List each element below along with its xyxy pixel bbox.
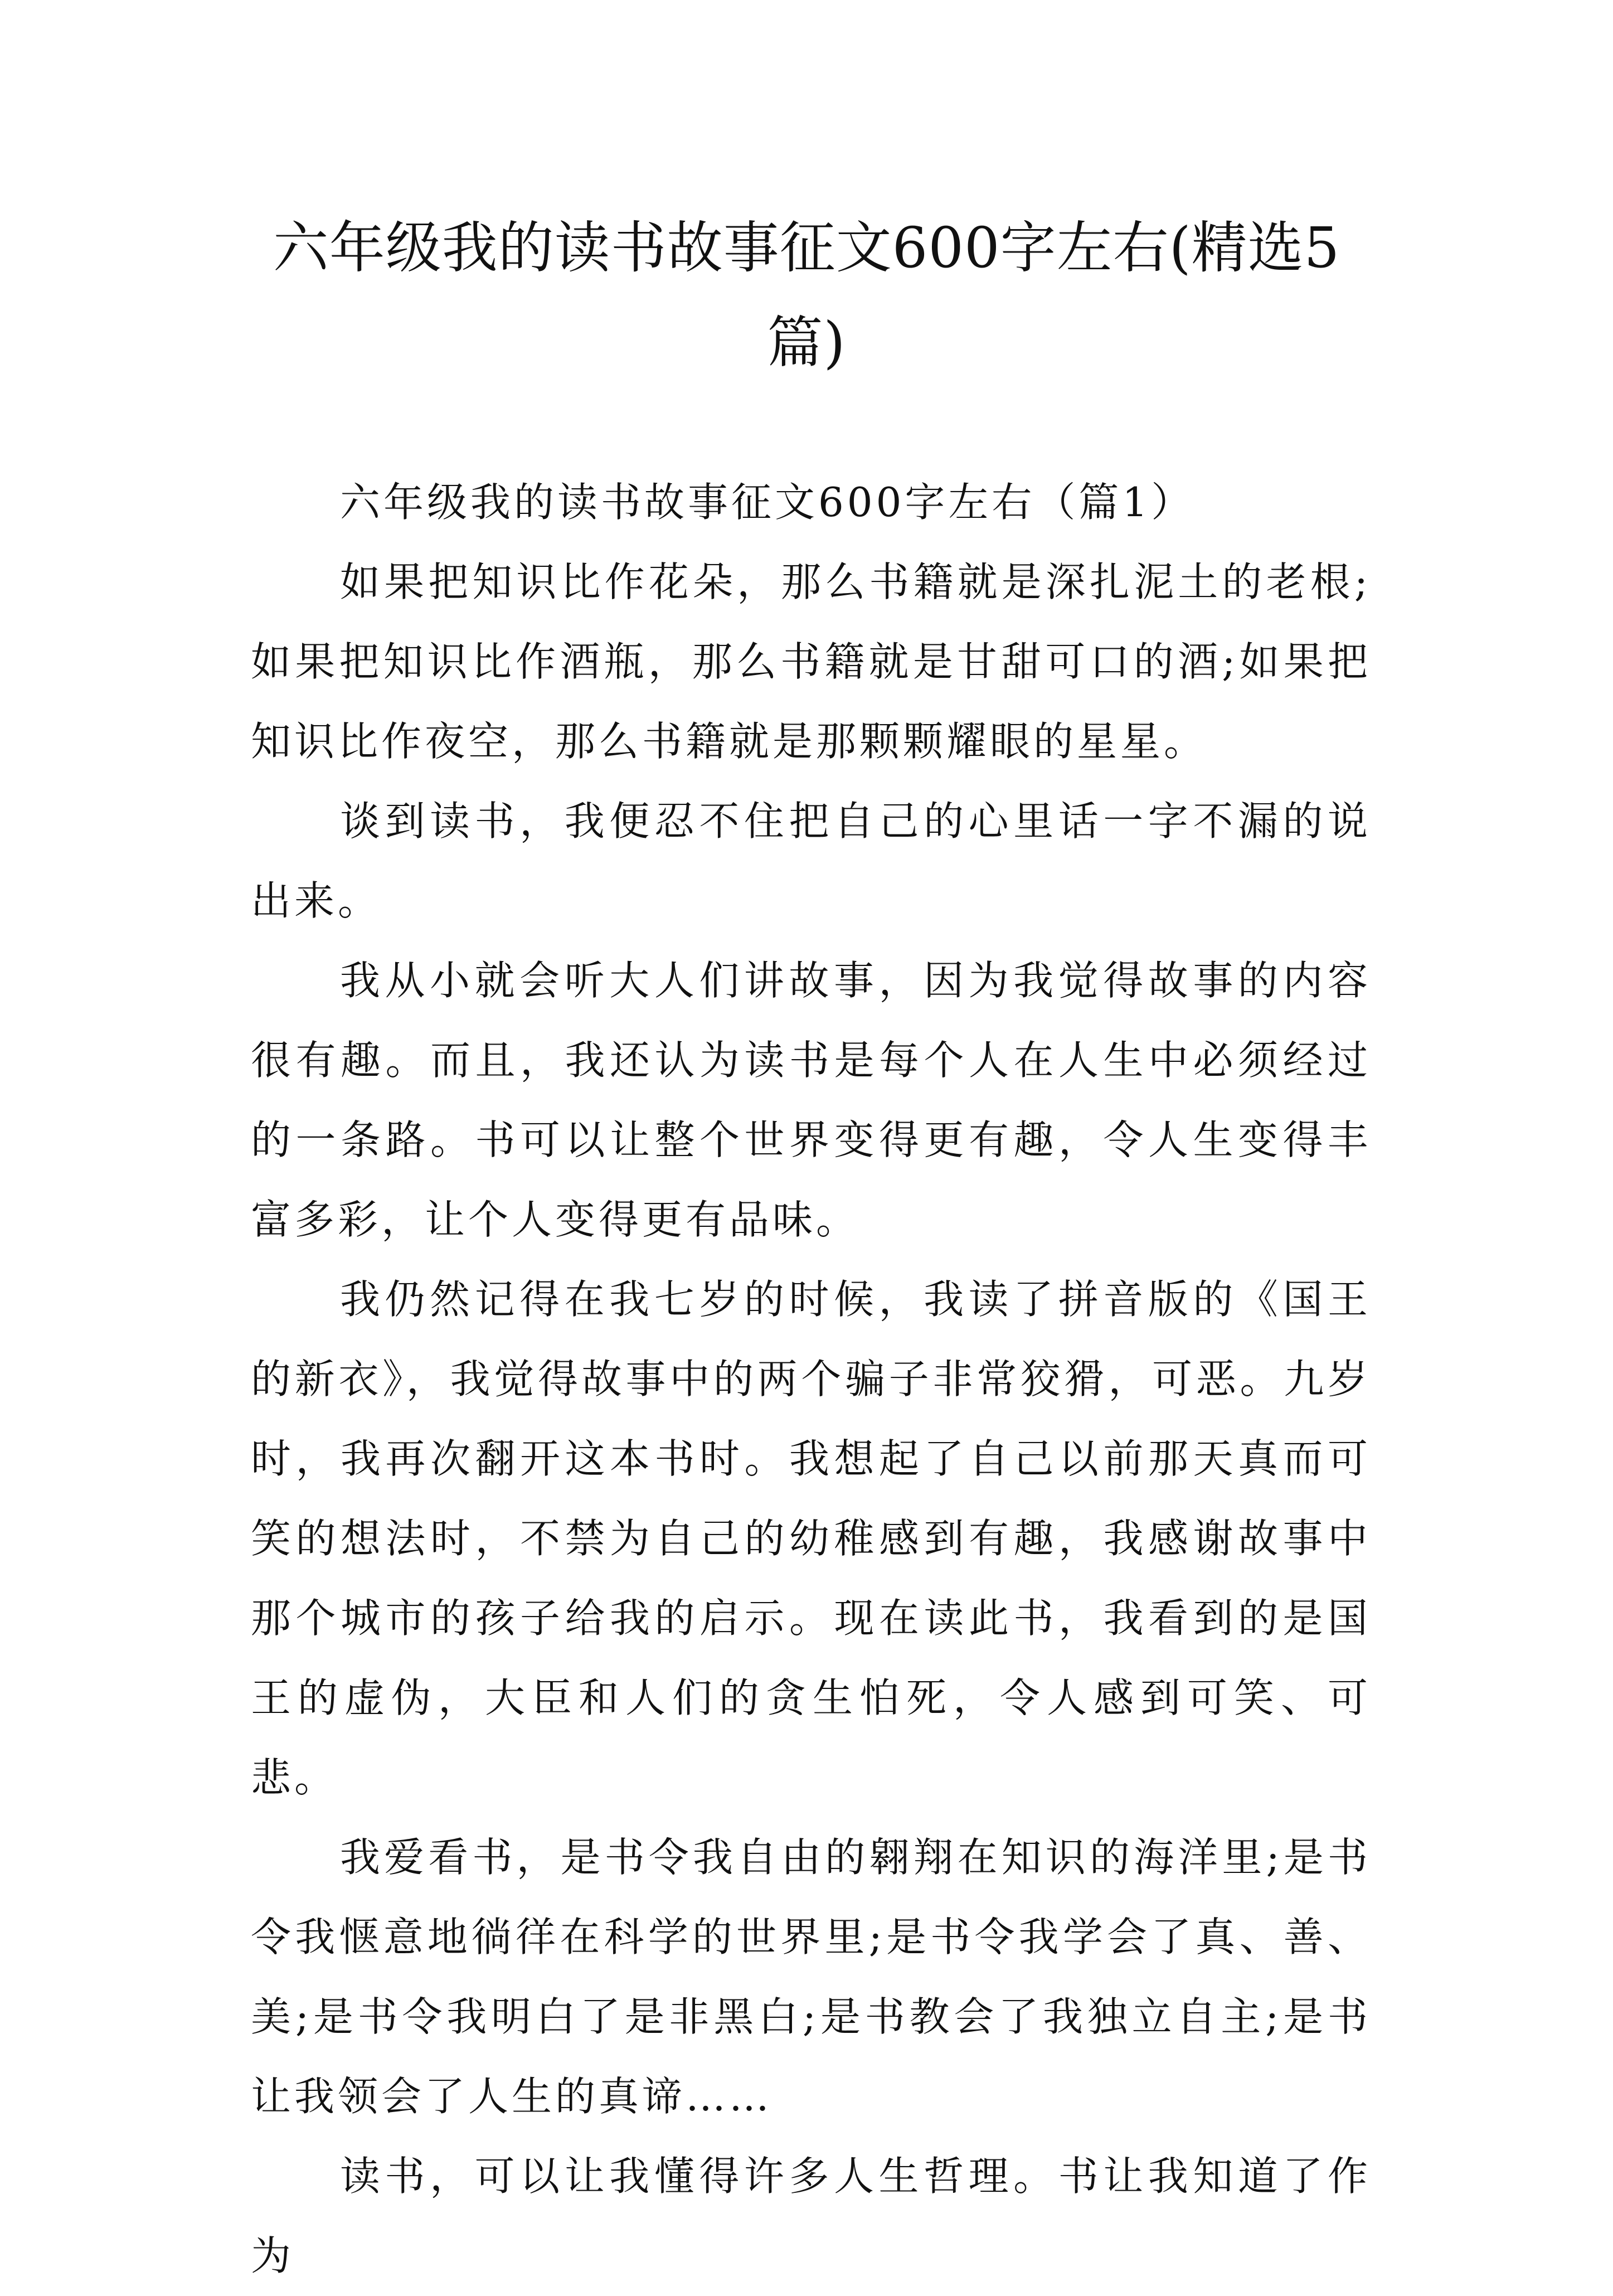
paragraph-2: 谈到读书，我便忍不住把自己的心里话一字不漏的说出来。 [251, 798, 1371, 924]
paragraph-5: 我爱看书，是书令我自由的翱翔在知识的海洋里;是书令我惬意地徜徉在科学的世界里;是书令我学会了真、善、美;是书令我明白了是非黑白;是书教会了我独立自主;是书让我领会了人生的真谛…… [251, 1834, 1371, 2120]
section-heading: 六年级我的读书故事征文600字左右（篇1） [340, 479, 1195, 526]
paragraph-1: 如果把知识比作花朵，那么书籍就是深扎泥土的老根;如果把知识比作酒瓶，那么书籍就是甘甜可口的酒;如果把知识比作夜空，那么书籍就是那颗颗耀眼的星星。 [251, 559, 1371, 765]
paragraph-4: 我仍然记得在我七岁的时候，我读了拼音版的《国王的新衣》，我觉得故事中的两个骗子非常狡猾，可恶。九岁时，我再次翻开这本书时。我想起了自己以前那天真而可笑的想法时，不禁为自己的幼稚感到有趣，我感谢故事中那个城市的孩子给我的启示。现在读此书，我看到的是国王的虚伪，大臣和人们的贪生怕死，令人感到可笑、可悲。 [251, 1276, 1371, 1801]
paragraph-3: 我从小就会听大人们讲故事，因为我觉得故事的内容很有趣。而且，我还认为读书是每个人在人生中必须经过的一条路。书可以让整个世界变得更有趣，令人生变得丰富多彩，让个人变得更有品味。 [251, 957, 1371, 1243]
document-body [251, 463, 1371, 2296]
document-title: 六年级我的读书故事征文600字左右(精选5篇) [273, 215, 1340, 375]
paragraph-6: 读书，可以让我懂得许多人生哲理。书让我知道了作为 [251, 2153, 1371, 2279]
